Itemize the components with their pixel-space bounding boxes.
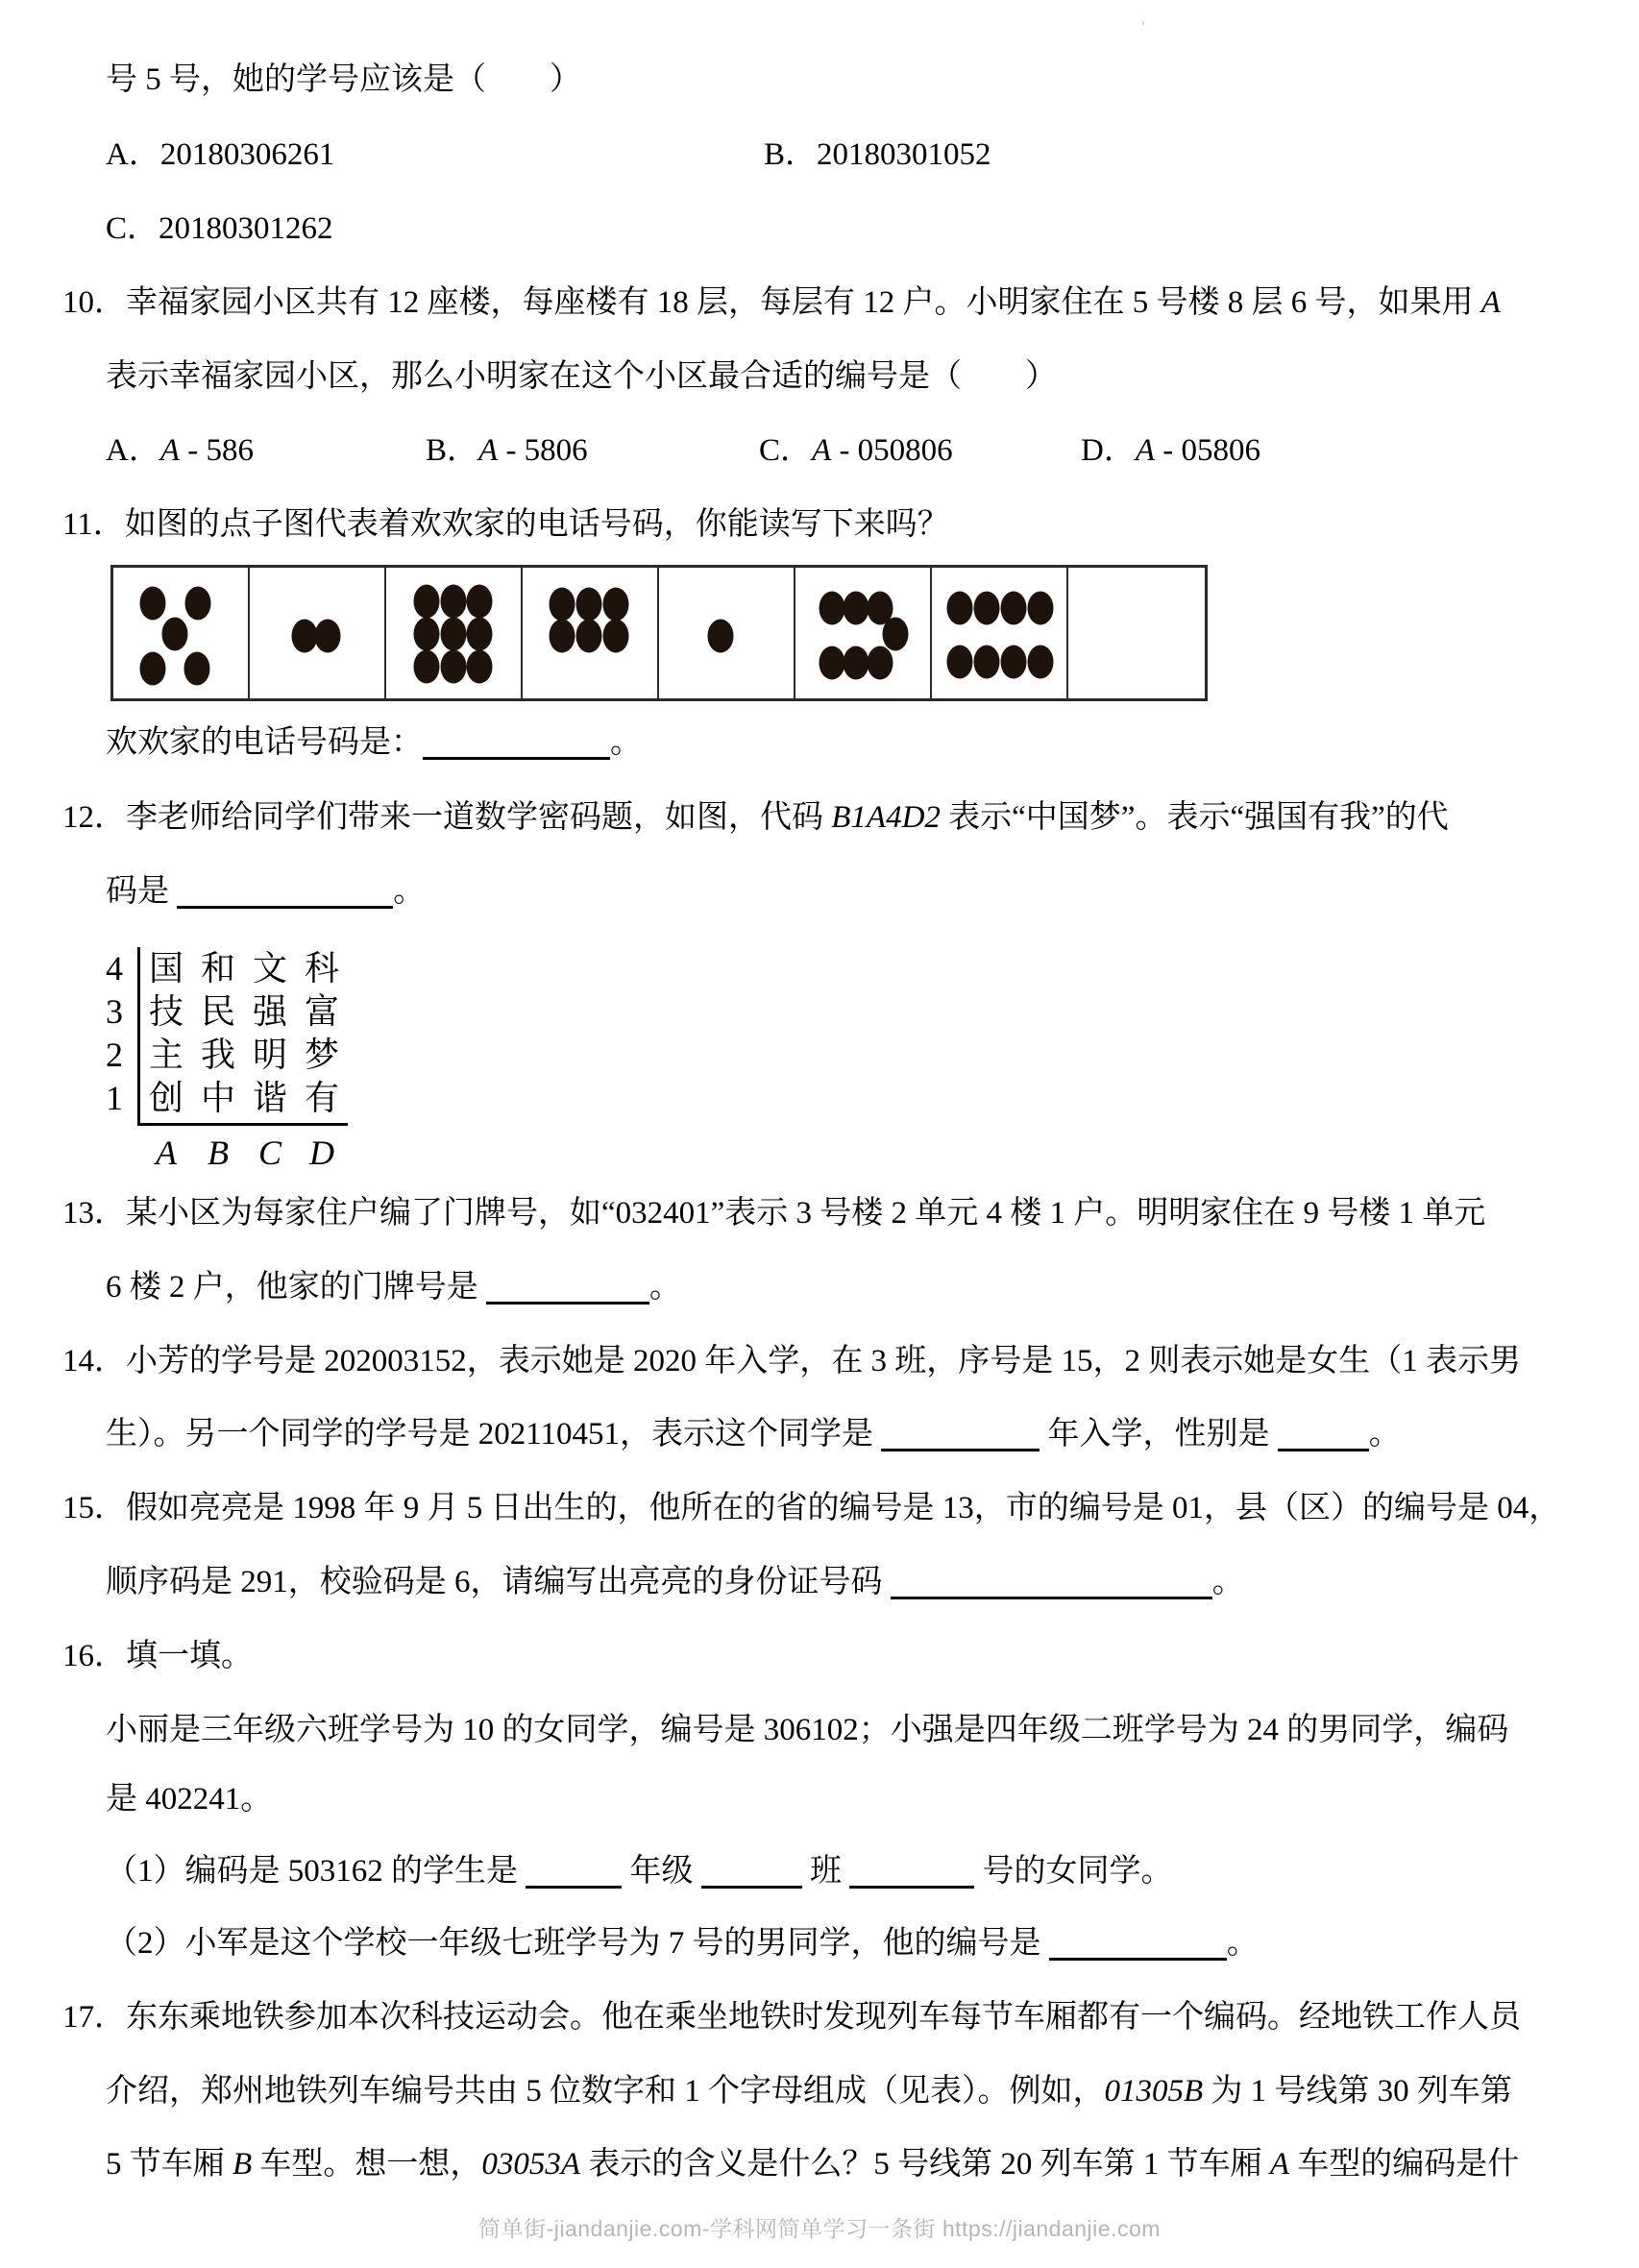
q16-line1-text — [106, 1708, 1508, 1752]
text: 号 5 号，她的学号应该是（ ） — [106, 62, 581, 97]
dot — [974, 592, 1000, 625]
text: - 05806 — [1155, 433, 1261, 468]
q14-line1 — [0, 1339, 1639, 1383]
text: 车型。想一想， — [252, 2147, 482, 2182]
dot-cell-digit-2 — [250, 568, 386, 698]
scan-artifact: ' — [1141, 17, 1145, 38]
text: 表示幸福家园小区，那么小明家在这个小区最合适的编号是（ ） — [106, 359, 1057, 394]
text: 15．假如亮亮是 1998 年 9 月 5 日出生的，他所在的省的编号是 13，市的编号是 01，县（区）的编号是 04， — [62, 1491, 1561, 1525]
q10-options-text — [759, 428, 953, 473]
q16-stem — [0, 1634, 1639, 1678]
dot — [1001, 645, 1027, 678]
dot — [602, 588, 628, 622]
text: 。 — [393, 874, 426, 909]
cipher-code-table — [91, 947, 348, 1175]
text: 年级 — [622, 1854, 701, 1889]
text: 为 1 号线第 30 列车第 — [1203, 2074, 1512, 2109]
dot — [466, 650, 492, 684]
q17-line2-text — [106, 2069, 1512, 2113]
q13-line1-text — [62, 1191, 1485, 1235]
q12-line1-text — [62, 795, 1449, 840]
code-table-cell: 中 — [200, 1079, 235, 1117]
text: 班 — [801, 1854, 850, 1889]
answer-blank[interactable] — [1049, 1958, 1227, 1961]
dot — [882, 618, 908, 651]
italic-text: A — [812, 433, 832, 468]
dot — [549, 588, 575, 622]
dot — [575, 588, 601, 622]
q10-options — [0, 428, 1639, 473]
dot — [844, 646, 869, 680]
q10-options-text — [1081, 428, 1260, 473]
dot-cell-digit-0 — [1068, 568, 1205, 698]
dot — [441, 618, 467, 651]
code-table-cell: 文 — [252, 949, 287, 988]
answer-blank[interactable] — [891, 1597, 1212, 1599]
text: B．20180301052 — [764, 137, 991, 172]
dot — [602, 619, 628, 652]
q10-line2 — [0, 354, 1639, 399]
text: 14．小芳的学号是 202003152，表示她是 2020 年入学，在 3 班，序号是 15，2 则表示她是女生（1 表示男 — [62, 1344, 1521, 1378]
text: 欢欢家的电话号码是： — [106, 725, 423, 760]
code-table-cell: 和 — [200, 949, 235, 988]
dot-cell-digit-1 — [659, 568, 795, 698]
answer-blank[interactable] — [1278, 1449, 1369, 1451]
dot — [139, 586, 165, 620]
q9-option-c-text — [106, 207, 333, 251]
text: 17．东东乘地铁参加本次科技运动会。他在乘坐地铁时发现列车每节车厢都有一个编码。经地铁工作人员 — [62, 2000, 1521, 2035]
text: - 5806 — [498, 433, 588, 468]
code-table-cell: 强 — [252, 992, 287, 1031]
dot-cell-digit-9 — [386, 568, 523, 698]
text: 小丽是三年级六班学号为 10 的女同学，编号是 306102；小强是四年级二班学号为 24 的男同学，编码 — [106, 1713, 1509, 1747]
q17-line3-text — [106, 2142, 1519, 2186]
footer-watermark: 简单街-jiandanjie.com-学科网简单学习一条街 https://jiandanjie.com — [478, 2216, 1161, 2241]
italic-text: A — [1135, 433, 1156, 468]
q11-stem — [0, 502, 1639, 547]
dot — [414, 618, 440, 651]
q10-line1 — [0, 280, 1639, 325]
code-table-row — [140, 1034, 348, 1077]
dot — [844, 592, 869, 625]
dot — [1028, 592, 1054, 625]
code-col-label: C — [257, 1134, 281, 1172]
q16-line2 — [0, 1777, 1639, 1821]
q11-stem-text — [62, 502, 949, 547]
q9-stem-continued-text — [106, 58, 581, 102]
code-table-row — [140, 947, 348, 990]
q15-line2 — [0, 1560, 1639, 1604]
code-col-label: B — [208, 1134, 229, 1172]
q10-options-text — [106, 428, 254, 473]
dot — [139, 651, 165, 685]
dot — [183, 651, 209, 685]
text: （2）小军是这个学校一年级七班学号为 7 号的男同学，他的编号是 — [106, 1926, 1049, 1961]
text: 5 节车厢 — [106, 2147, 232, 2182]
q16-sub1 — [0, 1849, 1639, 1893]
dot-cell-digit-6 — [523, 568, 659, 698]
dot — [162, 618, 188, 651]
dot — [185, 586, 211, 620]
dot-cell-digit-8 — [932, 568, 1068, 698]
dot — [1028, 645, 1054, 678]
q17-line1 — [0, 1995, 1639, 2039]
answer-blank[interactable] — [486, 1302, 649, 1305]
text: 16．填一填。 — [62, 1639, 253, 1673]
q17-line3 — [0, 2142, 1639, 2186]
dot — [441, 650, 467, 684]
italic-text: A — [478, 433, 499, 468]
dot — [1001, 592, 1027, 625]
code-table-cell: 民 — [200, 992, 235, 1031]
code-table-grid — [137, 947, 348, 1126]
q11-answer-text — [106, 720, 642, 765]
dot — [708, 619, 734, 652]
code-table-cell: 有 — [304, 1079, 339, 1117]
text: （1）编码是 503162 的学生是 — [106, 1854, 526, 1889]
text: 是 402241。 — [106, 1782, 273, 1817]
text: A．20180306261 — [106, 137, 335, 172]
dot — [868, 646, 893, 680]
q14-line1-text — [62, 1339, 1521, 1383]
q13-line1 — [0, 1191, 1639, 1235]
dot — [414, 585, 440, 619]
q16-line1 — [0, 1708, 1639, 1752]
answer-blank[interactable] — [881, 1449, 1040, 1451]
q16-sub1-text — [106, 1849, 1173, 1893]
text: D． — [1081, 433, 1136, 468]
dot — [466, 585, 492, 619]
code-row-label: 3 — [106, 992, 123, 1031]
q15-line1-text — [62, 1486, 1560, 1530]
q9-options-row-text — [106, 133, 334, 177]
code-table-cell: 明 — [252, 1036, 287, 1074]
dot — [947, 645, 973, 678]
italic-text: B1A4D2 — [831, 800, 941, 835]
code-table-cell: 技 — [148, 992, 183, 1031]
dot-cell-digit-7 — [795, 568, 932, 698]
q9-option-c — [0, 207, 1639, 251]
text: C．20180301262 — [106, 211, 333, 246]
italic-text: 03053A — [481, 2147, 581, 2182]
phone-number-dot-grid — [110, 565, 1208, 701]
text: 表示“中国梦”。表示“强国有我”的代 — [940, 800, 1449, 835]
code-table-cell: 梦 — [304, 1036, 339, 1074]
text: 11．如图的点子图代表着欢欢家的电话号码，你能读写下来吗？ — [62, 507, 949, 542]
text: 。 — [1226, 1926, 1259, 1961]
text: 顺序码是 291，校验码是 6，请编写出亮亮的身份证号码 — [106, 1565, 891, 1599]
italic-text: A — [159, 433, 181, 468]
q14-line2-text — [106, 1412, 1401, 1456]
answer-blank[interactable] — [423, 757, 610, 760]
q9-options-row — [0, 133, 1639, 177]
q10-line1-text — [62, 280, 1501, 325]
dot — [575, 619, 601, 652]
code-col-label: A — [156, 1134, 177, 1172]
q11-answer — [0, 720, 1639, 765]
dot — [549, 619, 575, 652]
q15-line2-text — [106, 1560, 1244, 1604]
q14-line2 — [0, 1412, 1639, 1456]
text: 。 — [1368, 1417, 1401, 1451]
q16-line2-text — [106, 1777, 272, 1821]
code-table-col-labels — [140, 1132, 348, 1175]
dot — [974, 645, 1000, 678]
code-row-label: 2 — [106, 1036, 123, 1074]
code-row-label: 1 — [106, 1079, 123, 1117]
answer-blank[interactable] — [701, 1886, 802, 1889]
answer-blank[interactable] — [526, 1886, 622, 1889]
dot — [315, 619, 341, 652]
dot — [947, 592, 973, 625]
text: - 050806 — [831, 433, 953, 468]
italic-text: A — [1480, 285, 1501, 320]
code-table-row — [140, 1077, 348, 1120]
text: 10．幸福家园小区共有 12 座楼，每座楼有 18 层，每层有 12 户。小明家住在 5 号楼 8 层 6 号，如果用 — [62, 285, 1481, 320]
q13-line2-text — [106, 1265, 681, 1309]
q16-sub2 — [0, 1921, 1639, 1965]
q17-line1-text — [62, 1995, 1521, 2039]
dot — [819, 646, 844, 680]
code-table-cell: 国 — [148, 949, 183, 988]
q9-stem-continued — [0, 58, 1639, 102]
q10-line2-text — [106, 354, 1057, 399]
text: 年入学，性别是 — [1040, 1417, 1278, 1451]
dot-cell-digit-5 — [113, 568, 250, 698]
text: C． — [759, 433, 813, 468]
text: 码是 — [106, 874, 178, 909]
dot — [441, 585, 467, 619]
text: A． — [106, 433, 160, 468]
q12-line2 — [0, 869, 1639, 914]
italic-text: A — [1269, 2147, 1290, 2182]
q12-line2-text — [106, 869, 425, 914]
dot — [414, 650, 440, 684]
code-table-cell: 主 — [148, 1036, 183, 1074]
text: 生）。另一个同学的学号是 202110451，表示这个同学是 — [106, 1417, 882, 1451]
code-row-label: 4 — [106, 949, 123, 988]
text: 6 楼 2 户，他家的门牌号是 — [106, 1270, 486, 1305]
text: - 586 — [180, 433, 255, 468]
q10-options-text — [426, 428, 588, 473]
code-table-cell: 富 — [304, 992, 339, 1031]
q12-line1 — [0, 795, 1639, 840]
code-col-label: D — [309, 1134, 334, 1172]
text: 。 — [649, 1270, 681, 1305]
text: 号的女同学。 — [974, 1854, 1173, 1889]
italic-text: B — [232, 2147, 253, 2182]
text: 车型的编码是什 — [1289, 2147, 1520, 2182]
code-table-cell: 我 — [200, 1036, 235, 1074]
code-table-cell: 科 — [304, 949, 339, 988]
italic-text: 01305B — [1104, 2074, 1204, 2109]
text: 介绍，郑州地铁列车编号共由 5 位数字和 1 个字母组成（见表）。例如， — [106, 2074, 1105, 2109]
dot — [819, 592, 844, 625]
q16-sub2-text — [106, 1921, 1259, 1965]
q17-line2 — [0, 2069, 1639, 2113]
text: 12．李老师给同学们带来一道数学密码题，如图，代码 — [62, 800, 832, 835]
q9-options-row-text — [764, 133, 991, 177]
text: 。 — [1211, 1565, 1244, 1599]
text: 表示的含义是什么？5 号线第 20 列车第 1 节车厢 — [580, 2147, 1270, 2182]
text: B． — [426, 433, 479, 468]
code-table-row-labels — [91, 947, 137, 1126]
q16-stem-text — [62, 1634, 253, 1678]
code-table-cell: 谐 — [252, 1079, 287, 1117]
q13-line2 — [0, 1265, 1639, 1309]
q15-line1 — [0, 1486, 1639, 1530]
answer-blank[interactable] — [849, 1886, 974, 1889]
answer-blank[interactable] — [177, 906, 393, 909]
code-table-cell: 创 — [148, 1079, 183, 1117]
code-table-row — [140, 990, 348, 1034]
dot — [466, 618, 492, 651]
text: 13．某小区为每家住户编了门牌号，如“032401”表示 3 号楼 2 单元 4 楼 1 户。明明家住在 9 号楼 1 单元 — [62, 1196, 1486, 1231]
text: 。 — [610, 725, 642, 760]
